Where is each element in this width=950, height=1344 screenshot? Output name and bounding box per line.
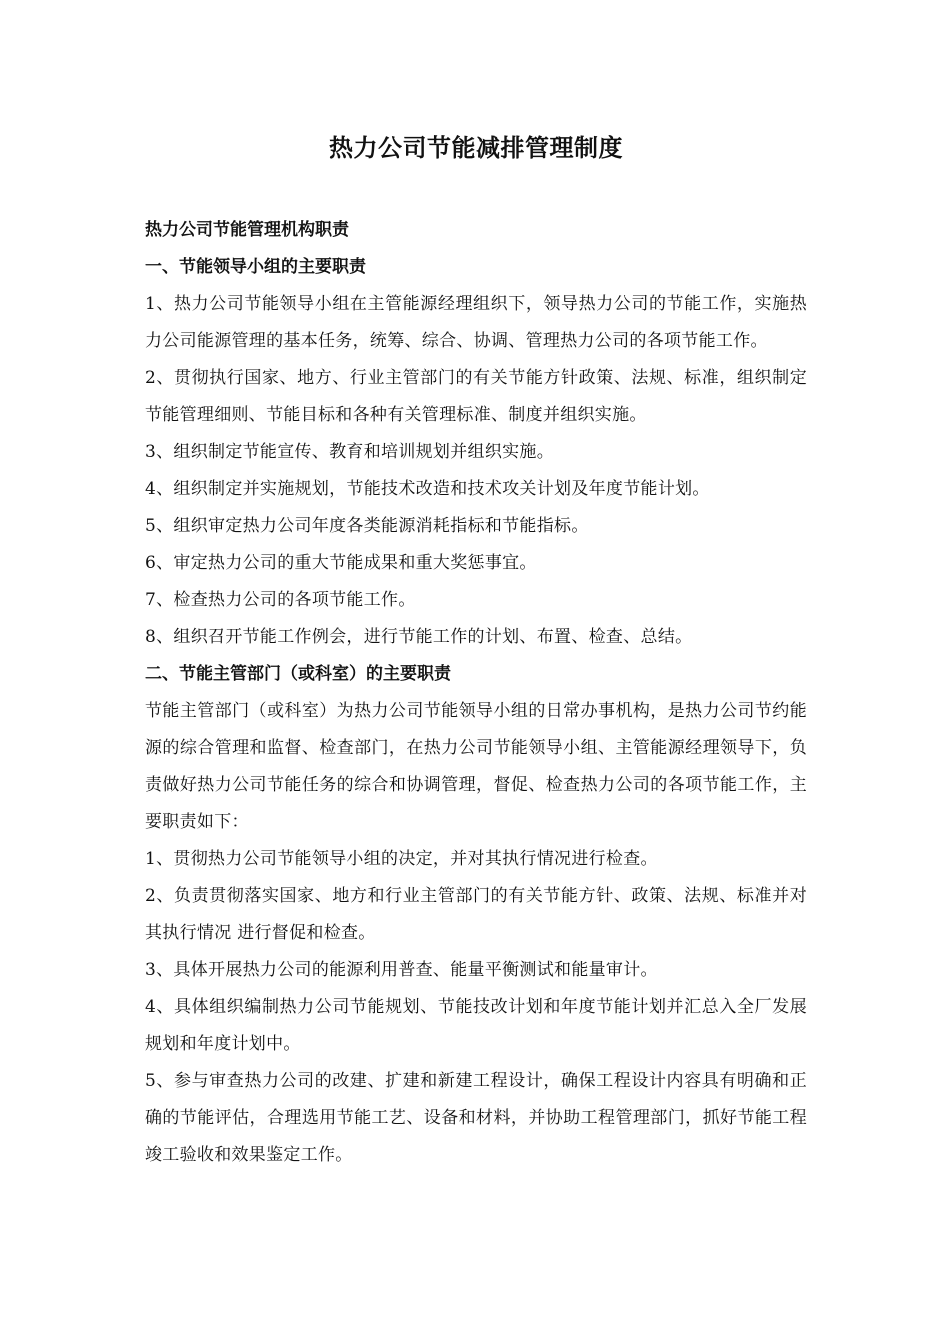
- section-heading-leadership-group: 一、节能领导小组的主要职责: [145, 257, 366, 277]
- paragraph: 5、参与审查热力公司的改建、扩建和新建工程设计，确保工程设计内容具有明确和正确的节能评估，合理选用节能工艺、设备和材料，并协助工程管理部门，抓好节能工程竣工验收和效果鉴定工作。: [145, 1071, 807, 1165]
- paragraph: 4、具体组织编制热力公司节能规划、节能技改计划和年度节能计划并汇总入全厂发展规划和年度计划中。: [145, 997, 807, 1054]
- paragraph: 节能主管部门（或科室）为热力公司节能领导小组的日常办事机构，是热力公司节约能源的综合管理和监督、检查部门，在热力公司节能领导小组、主管能源经理领导下，负责做好热力公司节能任务的综合和协调管理，督促、检查热力公司的各项节能工作，主要职责如下：: [145, 701, 807, 832]
- paragraph: 2、贯彻执行国家、地方、行业主管部门的有关节能方针政策、法规、标准，组织制定节能管理细则、节能目标和各种有关管理标准、制度并组织实施。: [145, 368, 807, 425]
- paragraph: 6、审定热力公司的重大节能成果和重大奖惩事宜。: [145, 553, 537, 573]
- paragraph: 3、具体开展热力公司的能源利用普查、能量平衡测试和能量审计。: [145, 960, 658, 980]
- paragraph: 1、热力公司节能领导小组在主管能源经理组织下，领导热力公司的节能工作，实施热力公司能源管理的基本任务，统筹、综合、协调、管理热力公司的各项节能工作。: [145, 294, 807, 351]
- section-heading-department: 二、节能主管部门（或科室）的主要职责: [145, 664, 451, 684]
- paragraph: 8、组织召开节能工作例会，进行节能工作的计划、布置、检查、总结。: [145, 627, 693, 647]
- paragraph: 4、组织制定并实施规划，节能技术改造和技术攻关计划及年度节能计划。: [145, 479, 710, 499]
- document-page: [145, 128, 807, 1174]
- paragraph: 2、负责贯彻落实国家、地方和行业主管部门的有关节能方针、政策、法规、标准并对其执行情况 进行督促和检查。: [145, 886, 807, 943]
- paragraph: 3、组织制定节能宣传、教育和培训规划并组织实施。: [145, 442, 555, 462]
- paragraph: 5、组织审定热力公司年度各类能源消耗指标和节能指标。: [145, 516, 589, 536]
- paragraph: 7、检查热力公司的各项节能工作。: [145, 590, 416, 610]
- document-title: 热力公司节能减排管理制度: [329, 134, 623, 162]
- paragraph: 1、贯彻热力公司节能领导小组的决定，并对其执行情况进行检查。: [145, 849, 658, 869]
- section-heading-organization: 热力公司节能管理机构职责: [145, 220, 349, 240]
